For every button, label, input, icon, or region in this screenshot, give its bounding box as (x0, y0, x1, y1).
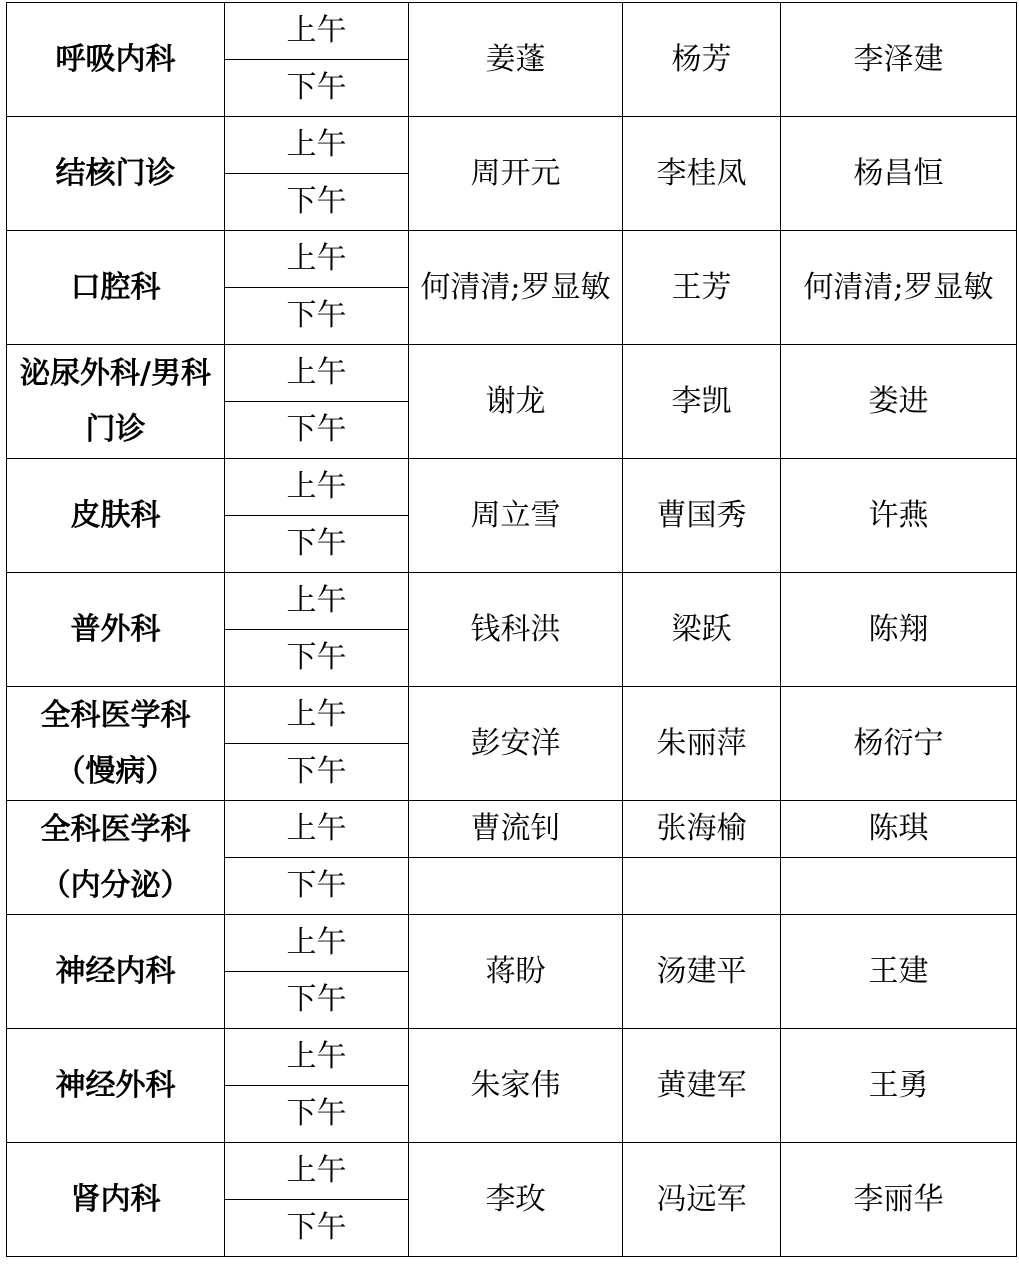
department-cell: 皮肤科 (7, 459, 225, 573)
doctor-cell: 杨昌恒 (781, 117, 1017, 231)
period-pm-cell: 下午 (225, 1086, 409, 1143)
doctor-cell: 何清清;罗显敏 (781, 231, 1017, 345)
doctor-cell: 李玫 (409, 1143, 623, 1257)
schedule-table (6, 2, 1017, 1257)
department-cell: 肾内科 (7, 1143, 225, 1257)
department-cell: 普外科 (7, 573, 225, 687)
doctor-cell: 王芳 (623, 231, 781, 345)
doctor-cell: 姜蓬 (409, 3, 623, 117)
doctor-cell: 朱丽萍 (623, 687, 781, 801)
doctor-cell: 王勇 (781, 1029, 1017, 1143)
table-row (7, 1029, 1017, 1086)
doctor-cell: 周开元 (409, 117, 623, 231)
period-pm-cell: 下午 (225, 516, 409, 573)
period-pm-cell: 下午 (225, 402, 409, 459)
period-am-cell: 上午 (225, 231, 409, 288)
table-row (7, 345, 1017, 402)
doctor-cell: 李泽建 (781, 3, 1017, 117)
doctor-cell: 李桂凤 (623, 117, 781, 231)
department-cell: 泌尿外科/男科门诊 (7, 345, 225, 459)
doctor-cell: 曹流钊 (409, 801, 623, 858)
doctor-cell (781, 858, 1017, 915)
period-am-cell: 上午 (225, 345, 409, 402)
department-cell: 呼吸内科 (7, 3, 225, 117)
period-am-cell: 上午 (225, 687, 409, 744)
department-cell: 口腔科 (7, 231, 225, 345)
doctor-cell: 汤建平 (623, 915, 781, 1029)
period-am-cell: 上午 (225, 573, 409, 630)
doctor-cell: 谢龙 (409, 345, 623, 459)
doctor-cell: 杨芳 (623, 3, 781, 117)
doctor-cell: 李丽华 (781, 1143, 1017, 1257)
doctor-cell: 黄建军 (623, 1029, 781, 1143)
period-pm-cell: 下午 (225, 630, 409, 687)
doctor-cell: 陈琪 (781, 801, 1017, 858)
doctor-cell: 王建 (781, 915, 1017, 1029)
period-pm-cell: 下午 (225, 174, 409, 231)
doctor-cell: 杨衍宁 (781, 687, 1017, 801)
table-row (7, 915, 1017, 972)
doctor-cell: 陈翔 (781, 573, 1017, 687)
department-cell: 结核门诊 (7, 117, 225, 231)
table-row (7, 231, 1017, 288)
period-pm-cell: 下午 (225, 858, 409, 915)
table-row (7, 3, 1017, 60)
doctor-cell: 冯远军 (623, 1143, 781, 1257)
department-cell: 全科医学科（内分泌） (7, 801, 225, 915)
period-am-cell: 上午 (225, 1143, 409, 1200)
doctor-cell (409, 858, 623, 915)
period-am-cell: 上午 (225, 117, 409, 174)
table-row (7, 1143, 1017, 1200)
table-row (7, 801, 1017, 858)
doctor-cell: 曹国秀 (623, 459, 781, 573)
doctor-cell: 钱科洪 (409, 573, 623, 687)
table-row (7, 687, 1017, 744)
period-am-cell: 上午 (225, 3, 409, 60)
doctor-cell: 许燕 (781, 459, 1017, 573)
doctor-cell: 何清清;罗显敏 (409, 231, 623, 345)
doctor-cell: 彭安洋 (409, 687, 623, 801)
period-pm-cell: 下午 (225, 1200, 409, 1257)
doctor-cell: 张海榆 (623, 801, 781, 858)
department-cell: 神经内科 (7, 915, 225, 1029)
period-pm-cell: 下午 (225, 744, 409, 801)
period-pm-cell: 下午 (225, 60, 409, 117)
doctor-cell (623, 858, 781, 915)
doctor-cell: 朱家伟 (409, 1029, 623, 1143)
department-cell: 神经外科 (7, 1029, 225, 1143)
table-row (7, 459, 1017, 516)
table-row (7, 117, 1017, 174)
period-pm-cell: 下午 (225, 972, 409, 1029)
doctor-cell: 李凯 (623, 345, 781, 459)
doctor-cell: 蒋盼 (409, 915, 623, 1029)
period-am-cell: 上午 (225, 915, 409, 972)
period-am-cell: 上午 (225, 801, 409, 858)
period-am-cell: 上午 (225, 1029, 409, 1086)
table-row (7, 573, 1017, 630)
doctor-cell: 梁跃 (623, 573, 781, 687)
department-cell: 全科医学科（慢病） (7, 687, 225, 801)
doctor-cell: 娄进 (781, 345, 1017, 459)
doctor-cell: 周立雪 (409, 459, 623, 573)
period-pm-cell: 下午 (225, 288, 409, 345)
period-am-cell: 上午 (225, 459, 409, 516)
